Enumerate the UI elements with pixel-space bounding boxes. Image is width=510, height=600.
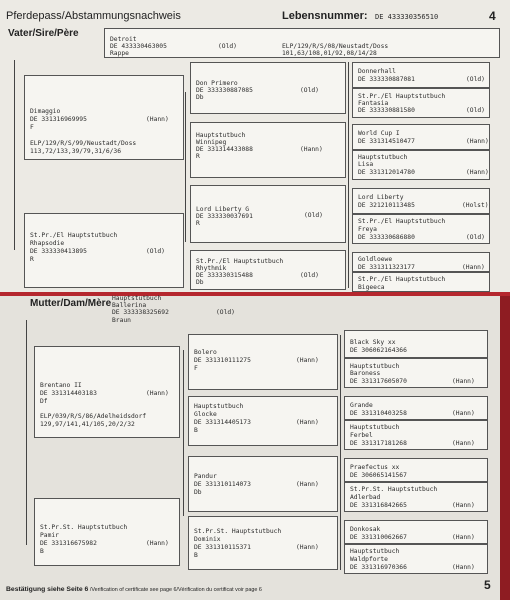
sire-g2-2-name: Lord Liberty G (196, 206, 250, 213)
verification-note (6, 586, 262, 593)
verification-rest: /Verification of certificate see page 6/Vérification du certificat voir page 6 (88, 587, 262, 593)
dam-g2-3-id: DE 331310115371 (194, 544, 251, 551)
dam-g2-0-id: DE 331310111275 (194, 357, 251, 364)
sire-reg2: 101,63/108,01/92,08/14/28 (282, 50, 377, 57)
sire-dam-name: Rhapsodie (30, 240, 65, 247)
dam-g2-2-org: (Hann) (296, 481, 319, 488)
sire-org: (Old) (218, 43, 237, 50)
dam-g3-1-name: Baroness (350, 370, 381, 377)
dam-g1-connector (183, 350, 184, 516)
dam-g2-0-name: Bolero (194, 349, 217, 356)
dam-g3-2-id: DE 331310403258 (350, 410, 407, 417)
sire-g2-0-org: (Old) (300, 87, 319, 94)
sire-id: DE 433330463005 (110, 43, 167, 50)
dam-g3-7-book: Hauptstutbuch (350, 548, 400, 555)
dam-sire-name: Brentano II (40, 382, 82, 389)
dam-g2-box-3 (188, 516, 338, 570)
sire-dam-sex: R (30, 256, 34, 263)
dam-g2-0-org: (Hann) (296, 357, 319, 364)
dam-color: Braun (112, 317, 131, 324)
sire-g3-box-4 (352, 188, 490, 214)
dam-dam-id: DE 331316675982 (40, 540, 97, 547)
sire-g3-box-2 (352, 124, 490, 150)
dam-g2-0-sex: F (194, 365, 198, 372)
sire-sire-name: Dimaggio (30, 108, 61, 115)
sire-g2-1-book: Hauptstutbuch (196, 132, 246, 139)
sire-g2-2-id: DE 333330037691 (196, 213, 253, 220)
sire-sire-sex: F (30, 124, 34, 131)
sire-reg1: ELP/129/R/S/08/Neustadt/Doss (282, 43, 389, 50)
sire-g3-2-id: DE 331314510477 (358, 138, 415, 145)
sire-g3-5-name: Freya (358, 226, 377, 233)
sire-dam-id: DE 333330413895 (30, 248, 87, 255)
dam-g3-1-org: (Hann) (452, 378, 475, 385)
dam-g3-5-book: St.Pr.St. Hauptstutbuch (350, 486, 438, 493)
dam-g3-5-id: DE 331316842665 (350, 502, 407, 509)
dam-g2-3-book: St.Pr.St. Hauptstutbuch (194, 528, 282, 535)
sire-g3-4-name: Lord Liberty (358, 194, 404, 201)
dam-g3-1-book: Hauptstutbuch (350, 363, 400, 370)
dam-g3-0-id: DE 306062164366 (350, 347, 407, 354)
sire-dam-org: (Old) (146, 248, 165, 255)
sire-g3-2-name: World Cup I (358, 130, 400, 137)
dam-g2-2-sex: Db (194, 489, 202, 496)
sire-g2-0-sex: Db (196, 94, 204, 101)
dam-g3-5-org: (Hann) (452, 502, 475, 509)
dam-g3-7-name: Waldpforte (350, 556, 388, 563)
sire-g3-6-id: DE 331311323177 (358, 264, 415, 271)
sire-sire-id: DE 331316969995 (30, 116, 87, 123)
sire-sire-reg1: ELP/129/R/S/99/Neustadt/Doss (30, 140, 137, 147)
dam-g3-3-id: DE 331317181268 (350, 440, 407, 447)
sire-connector (14, 60, 15, 250)
dam-g3-4-name: Praefectus xx (350, 464, 400, 471)
sire-g3-0-org: (Old) (466, 76, 485, 83)
sire-g3-0-id: DE 333330887081 (358, 76, 415, 83)
sire-g2-3-org: (Old) (300, 272, 319, 279)
sire-g2-3-name: Rhythmik (196, 265, 227, 272)
page-number-top: 4 (489, 9, 496, 23)
sire-g3-0-name: Donnerhall (358, 68, 396, 75)
dam-sire-org: (Hann) (146, 390, 169, 397)
sire-sire-org: (Hann) (146, 116, 169, 123)
sire-g2-1-id: DE 331314433088 (196, 146, 253, 153)
dam-g3-7-org: (Hann) (452, 564, 475, 571)
sire-g2-3-id: DE 333330315488 (196, 272, 253, 279)
dam-g2-1-name: Glocke (194, 411, 217, 418)
sire-g1-connector (185, 92, 186, 242)
sire-g3-1-book: St.Pr./El Hauptstutbuch (358, 93, 446, 100)
dam-g2-2-name: Pandur (194, 473, 217, 480)
dam-g2-connector (340, 335, 341, 570)
sire-g2-1-name: Winnipeg (196, 139, 227, 146)
dam-sire-reg2: 129,97/141,41/105,20/2/32 (40, 421, 135, 428)
dam-sire-sex: Df (40, 398, 48, 405)
sire-g2-connector (348, 62, 349, 288)
sire-g3-6-name: Goldloewe (358, 256, 393, 263)
dam-g3-2-org: (Hann) (452, 410, 475, 417)
dam-id: DE 333338325692 (112, 309, 169, 316)
dam-g3-7-id: DE 331316970366 (350, 564, 407, 571)
life-number: DE 433330356510 (375, 13, 439, 21)
sire-name: Detroit (110, 36, 137, 43)
sire-color: Rappe (110, 50, 129, 57)
dam-g2-1-book: Hauptstutbuch (194, 403, 244, 410)
page-title: Pferdepass/Abstammungsnachweis (6, 10, 181, 22)
dam-dam-name: Pamir (40, 532, 59, 539)
sire-g3-5-org: (Old) (466, 234, 485, 241)
sire-g3-3-org: (Hann) (466, 169, 489, 176)
sire-g3-3-book: Hauptstutbuch (358, 154, 408, 161)
sire-g3-3-name: Lisa (358, 161, 374, 168)
dam-g2-3-org: (Hann) (296, 544, 319, 551)
dam-g2-1-org: (Hann) (296, 419, 319, 426)
dam-dam-sex: B (40, 548, 44, 555)
dam-g3-0-name: Black Sky xx (350, 339, 396, 346)
dam-g2-1-sex: B (194, 427, 198, 434)
dam-g2-2-id: DE 331310114073 (194, 481, 251, 488)
dam-org: (Old) (216, 309, 235, 316)
sire-g3-4-org: (Holst) (462, 202, 489, 209)
dam-g3-5-name: Adlerbad (350, 494, 381, 501)
dam-g3-2-name: Grande (350, 402, 373, 409)
dam-g2-1-id: DE 331314405173 (194, 419, 251, 426)
dam-g3-1-id: DE 331317605070 (350, 378, 407, 385)
sire-g2-1-sex: R (196, 153, 200, 160)
sire-g3-6-org: (Hann) (462, 264, 485, 271)
dam-g3-6-org: (Hann) (452, 534, 475, 541)
dam-dam-book: St.Pr.St. Hauptstutbuch (40, 524, 128, 531)
dam-label: Mutter/Dam/Mère (30, 298, 112, 309)
sire-g3-5-book: St.Pr./El Hauptstutbuch (358, 218, 446, 225)
dam-sire-reg1: ELP/039/R/S/86/Adelheidsdorf (40, 413, 147, 420)
sire-g2-0-name: Don Primero (196, 80, 238, 87)
sire-g3-5-id: DE 333330686880 (358, 234, 415, 241)
red-edge (500, 296, 510, 600)
sire-g2-1-org: (Hann) (300, 146, 323, 153)
sire-sire-reg2: 113,72/133,39/79,31/6/36 (30, 148, 121, 155)
dam-g3-6-name: Donkosak (350, 526, 381, 533)
dam-g3-3-book: Hauptstutbuch (350, 424, 400, 431)
sire-g3-box-0 (352, 62, 490, 88)
sire-g2-2-org: (Old) (304, 212, 323, 219)
life-number-label: Lebensnummer: (282, 10, 368, 22)
sire-g2-3-sex: Db (196, 279, 204, 286)
dam-g3-6-id: DE 331310062667 (350, 534, 407, 541)
page-number-bottom: 5 (484, 578, 491, 592)
dam-g2-3-sex: B (194, 552, 198, 559)
sire-g3-7-name: Bigeeca (358, 284, 385, 291)
sire-g2-3-book: St.Pr./El Hauptstutbuch (196, 258, 284, 265)
sire-g3-4-id: DE 321210113485 (358, 202, 415, 209)
sire-g2-2-sex: R (196, 220, 200, 227)
verification-bold: Bestätigung siehe Seite 6 (6, 586, 89, 593)
dam-connector (26, 320, 27, 545)
sire-g3-3-id: DE 331312014780 (358, 169, 415, 176)
dam-g2-3-name: Dominix (194, 536, 221, 543)
sire-g3-7-book: St.Pr./El Hauptstutbuch (358, 276, 446, 283)
sire-g3-1-org: (Old) (466, 107, 485, 114)
dam-dam-org: (Hann) (146, 540, 169, 547)
dam-g3-3-org: (Hann) (452, 440, 475, 447)
sire-g3-1-id: DE 333330881580 (358, 107, 415, 114)
dam-book: Hauptstutbuch (112, 295, 162, 302)
sire-dam-book: St.Pr./El Hauptstutbuch (30, 232, 118, 239)
sire-g3-1-name: Fantasia (358, 100, 389, 107)
dam-name: Ballerina (112, 302, 147, 309)
sire-g3-2-org: (Hann) (466, 138, 489, 145)
dam-g3-4-id: DE 306065141567 (350, 472, 407, 479)
sire-label: Vater/Sire/Père (8, 28, 79, 39)
sire-g2-0-id: DE 333330887085 (196, 87, 253, 94)
dam-g3-3-name: Ferbel (350, 432, 373, 439)
red-divider (0, 292, 510, 296)
dam-sire-id: DE 331314403183 (40, 390, 97, 397)
